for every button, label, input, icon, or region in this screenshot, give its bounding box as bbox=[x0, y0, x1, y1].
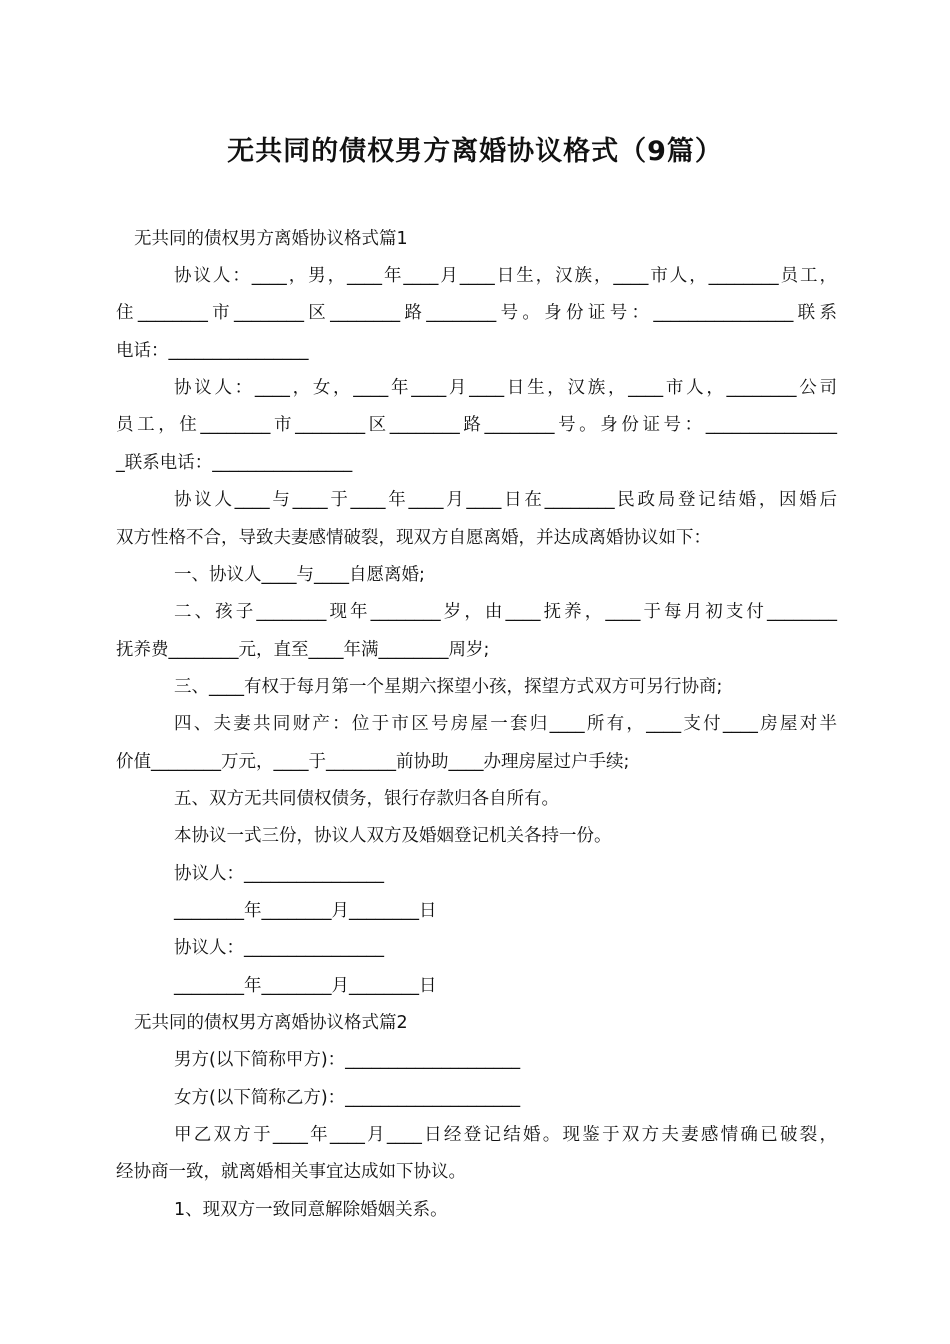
clause-line: 一、协议人____与____自愿离婚; bbox=[174, 565, 425, 585]
clause-line: 价值________万元，____于________前协助____办理房屋过户手续; bbox=[116, 752, 630, 772]
section-heading-2: 无共同的债权男方离婚协议格式篇2 bbox=[134, 1013, 408, 1033]
clause-line: 五、双方无共同债权债务，银行存款归各自所有。 bbox=[174, 789, 559, 809]
paragraph-line: 电话：________________ bbox=[116, 341, 309, 361]
party-line: 女方(以下简称乙方)：____________________ bbox=[174, 1088, 521, 1108]
party-line: 男方(以下简称甲方)：____________________ bbox=[174, 1050, 521, 1070]
paragraph-line: 住________市________区________路________号。身份证号：________________联系 bbox=[116, 303, 837, 323]
signature-line: 协议人：________________ bbox=[174, 938, 384, 958]
clause-line: 三、____有权于每月第一个星期六探望小孩，探望方式双方可另行协商; bbox=[174, 677, 723, 697]
clause-line: 抚养费________元，直至____年满________周岁; bbox=[116, 640, 490, 660]
paragraph-line: 经协商一致，就离婚相关事宜达成如下协议。 bbox=[116, 1162, 466, 1182]
paragraph-line: 甲乙双方于____年____月____日经登记结婚。现鉴于双方夫妻感情确已破裂， bbox=[174, 1125, 837, 1145]
signature-line: 协议人：________________ bbox=[174, 864, 384, 884]
date-line: ________年________月________日 bbox=[174, 976, 437, 996]
paragraph-line: 双方性格不合，导致夫妻感情破裂，现双方自愿离婚，并达成离婚协议如下： bbox=[116, 528, 711, 548]
section-heading-1: 无共同的债权男方离婚协议格式篇1 bbox=[134, 229, 408, 249]
paragraph-line: 协议人：____，男，____年____月____日生，汉族，____市人，________员工， bbox=[174, 266, 837, 286]
paragraph-line: 协议人：____，女，____年____月____日生，汉族，____市人，________公司 bbox=[174, 378, 837, 398]
paragraph-line: 本协议一式三份，协议人双方及婚姻登记机关各持一份。 bbox=[174, 826, 612, 846]
clause-line: 四、夫妻共同财产：位于市区号房屋一套归____所有，____支付____房屋对半 bbox=[174, 714, 837, 734]
clause-line: 二、孩子________现年________岁，由____抚养，____于每月初支付________ bbox=[174, 602, 837, 622]
date-line: ________年________月________日 bbox=[174, 901, 437, 921]
paragraph-line: 员工，住________市________区________路________号。身份证号：_______________ bbox=[116, 415, 837, 435]
paragraph-line: 协议人____与____于____年____月____日在________民政局登记结婚，因婚后 bbox=[174, 490, 837, 510]
clause-line: 1、现双方一致同意解除婚姻关系。 bbox=[174, 1200, 448, 1220]
document-title: 无共同的债权男方离婚协议格式（9篇） bbox=[227, 136, 723, 167]
paragraph-line: _联系电话：________________ bbox=[116, 453, 353, 473]
